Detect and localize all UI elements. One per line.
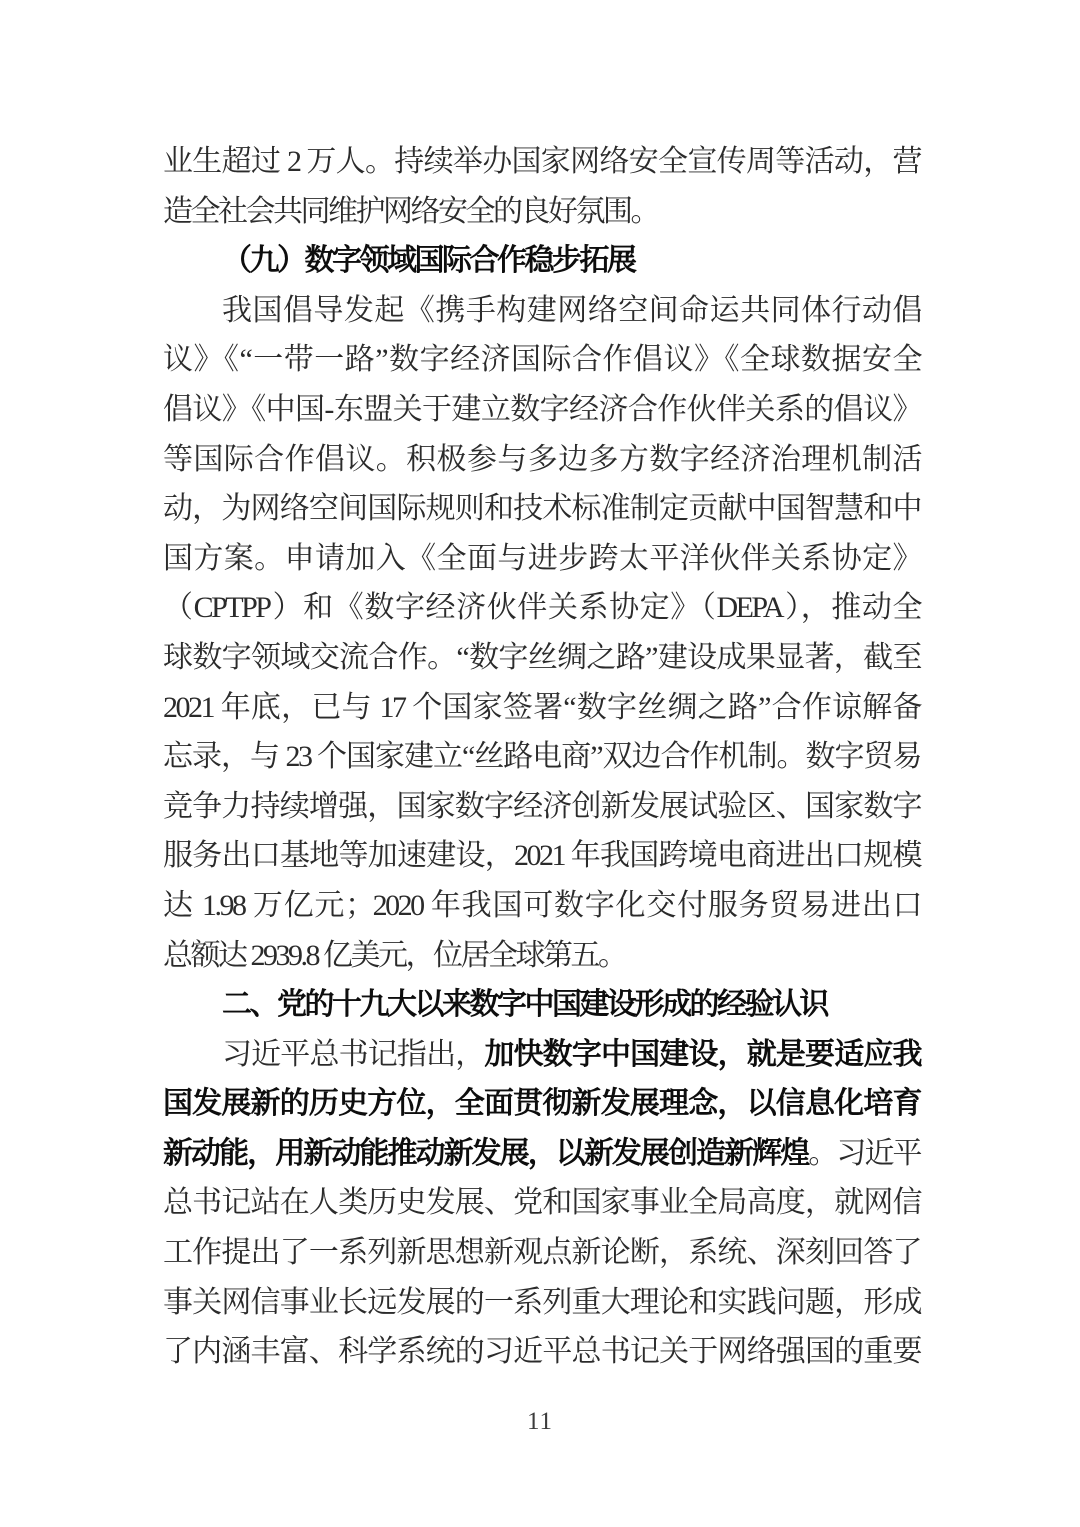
text-line: [163, 782, 920, 832]
text-line: [163, 633, 920, 683]
text-line: [163, 583, 920, 633]
text-line: [163, 1228, 920, 1278]
text-line: [163, 435, 920, 485]
text-segment: 业生超过 2 万人。持续举办国家网络安全宣传周等活动，营: [163, 145, 920, 178]
text-line: [163, 484, 920, 534]
text-segment: 球数字领域交流合作。“数字丝绸之路”建设成果显著，截至: [163, 640, 920, 674]
text-line: [163, 1030, 920, 1080]
text-line: [163, 931, 920, 981]
text-segment: 总书记站在人类历史发展、党和国家事业全局高度，就网信: [163, 1186, 920, 1220]
text-line: [163, 881, 920, 931]
text-line: [163, 1079, 920, 1129]
text-line: [163, 286, 920, 336]
text-segment: 倡议》《中国-东盟关于建立数字经济合作伙伴关系的倡议》: [163, 392, 920, 426]
page-number: 11: [526, 1408, 554, 1435]
text-block: [163, 137, 920, 1377]
emphasized-text-segment: 新动能，用新动能推动新发展，以新发展创造新辉煌: [163, 1136, 809, 1170]
text-segment: （CPTPP）和《数字经济伙伴关系协定》（DEPA），推动全: [163, 591, 920, 625]
text-segment: 竞争力持续增强，国家数字经济创新发展试验区、国家数字: [163, 789, 920, 823]
text-segment: 了内涵丰富、科学系统的习近平总书记关于网络强国的重要: [163, 1335, 920, 1369]
text-line: [163, 732, 920, 782]
text-segment: 动，为网络空间国际规则和技术标准制定贡献中国智慧和中: [163, 492, 920, 526]
text-segment: 忘录，与 23 个国家建立“丝路电商”双边合作机制。数字贸易: [163, 740, 920, 774]
emphasized-text-segment: 加快数字中国建设，就是要适应我: [484, 1037, 921, 1071]
text-segment: 事关网信事业长远发展的一系列重大理论和实践问题，形成: [163, 1285, 920, 1319]
text-line: [163, 187, 920, 237]
text-segment: 2021 年底，已与 17 个国家签署“数字丝绸之路”合作谅解备: [163, 690, 920, 724]
text-segment: 国方案。申请加入《全面与进步跨太平洋伙伴关系协定》: [163, 541, 920, 575]
section-heading: [163, 980, 920, 1030]
emphasized-text-segment: （九）数字领域国际合作稳步拓展: [222, 244, 635, 278]
text-line: [163, 385, 920, 435]
text-segment: 造全社会共同维护网络安全的良好氛围。: [163, 194, 658, 228]
emphasized-text-segment: 二、党的十九大以来数字中国建设形成的经验认识: [222, 988, 827, 1022]
text-line: [163, 1178, 920, 1228]
text-segment: 总额达 2939.8 亿美元，位居全球第五。: [163, 938, 626, 972]
text-segment: 服务出口基地等加速建设，2021 年我国跨境电商进出口规模: [163, 839, 920, 873]
text-line: [163, 137, 920, 187]
text-segment: 达 1.98 万亿元；2020 年我国可数字化交付服务贸易进出口: [163, 888, 920, 922]
text-segment: 议》《“一带一路”数字经济国际合作倡议》《全球数据安全: [163, 343, 920, 377]
text-line: [163, 335, 920, 385]
text-line: [163, 1278, 920, 1328]
emphasized-text-segment: 国发展新的历史方位，全面贯彻新发展理念，以信息化培育: [163, 1087, 920, 1121]
text-segment: 等国际合作倡议。积极参与多边多方数字经济治理机制活: [163, 442, 920, 476]
text-segment: 习近平总书记指出，: [222, 1037, 485, 1071]
text-segment: 工作提出了一系列新思想新观点新论断，系统、深刻回答了: [163, 1236, 920, 1270]
text-line: [163, 534, 920, 584]
text-line: [163, 683, 920, 733]
text-segment: 。习近平: [808, 1136, 921, 1170]
text-line: [163, 1129, 920, 1179]
section-heading: [163, 236, 920, 286]
text-segment: 我国倡导发起《携手构建网络空间命运共同体行动倡: [222, 293, 920, 327]
text-line: [163, 831, 920, 881]
text-line: [163, 1327, 920, 1377]
